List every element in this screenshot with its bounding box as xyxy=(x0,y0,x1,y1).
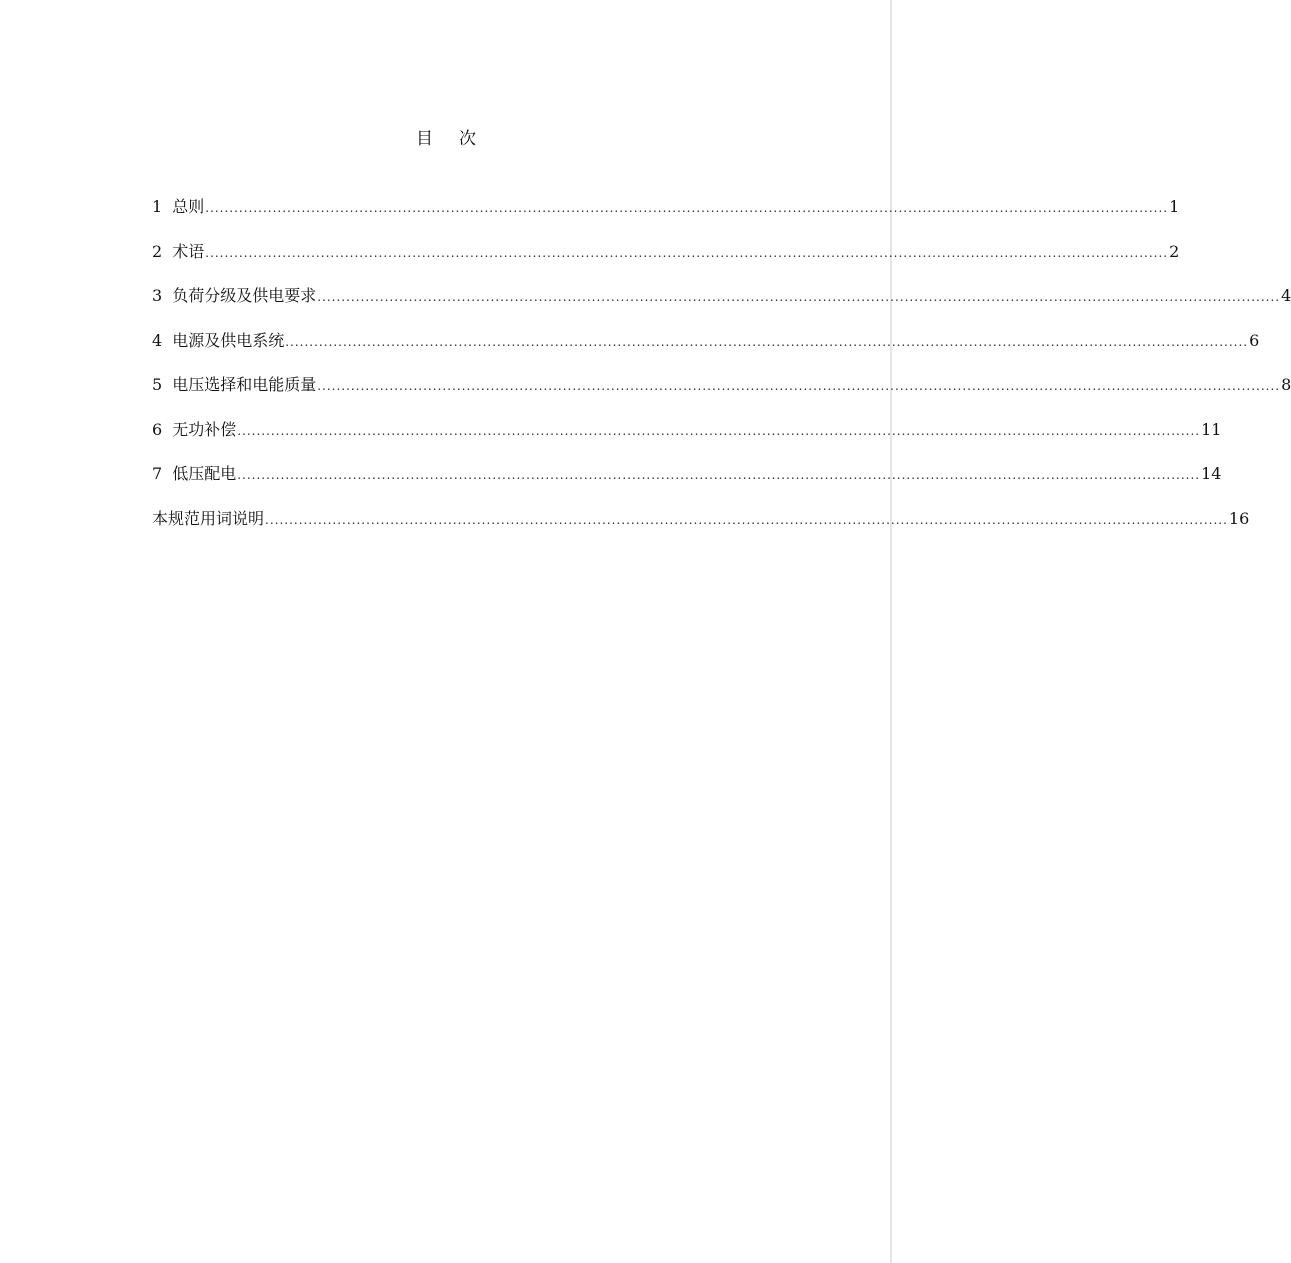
toc-entry-page: 6 xyxy=(1249,330,1260,350)
toc-entry-number: 7 xyxy=(152,464,163,483)
dot-leader: ........................................................................................................................................................................................................ xyxy=(205,245,1169,260)
toc-entry-number: 6 xyxy=(152,419,163,439)
toc-entry-page: 4 xyxy=(1281,286,1291,305)
toc-entry[interactable] xyxy=(152,330,1260,375)
dot-leader: ........................................................................................................................................................................................................ xyxy=(205,201,1169,215)
toc-entry[interactable] xyxy=(152,374,1291,419)
toc-title-right: 次 xyxy=(459,129,476,149)
toc-entry-page: 8 xyxy=(1281,375,1291,394)
toc-entry-page: 16 xyxy=(1228,508,1250,528)
toc-entry-label: 本规范用词说明 xyxy=(152,508,265,528)
toc-entry[interactable] xyxy=(152,508,1250,553)
toc-entry-page: 2 xyxy=(1169,241,1180,261)
toc-entry-number: 4 xyxy=(152,330,163,350)
dot-leader: ........................................................................................................................................................................................................ xyxy=(237,423,1201,438)
dot-leader: ........................................................................................................................................................................................................ xyxy=(317,379,1281,393)
toc-entry-label: 负荷分级及供电要求 xyxy=(172,286,317,305)
toc-entry-page: 14 xyxy=(1201,464,1222,483)
toc-entry-number: 5 xyxy=(152,375,163,394)
toc-entry-label: 无功补偿 xyxy=(172,419,237,439)
toc-entry-label: 低压配电 xyxy=(172,464,237,483)
toc-entry-number: 2 xyxy=(152,241,163,261)
toc-entry-page: 1 xyxy=(1169,197,1180,216)
toc-entry-number: 3 xyxy=(152,286,163,305)
dot-leader: ........................................................................................................................................................................................................ xyxy=(265,512,1228,527)
toc-title-left: 目 xyxy=(416,129,433,149)
dot-leader: ........................................................................................................................................................................................................ xyxy=(285,334,1249,349)
toc-entry[interactable] xyxy=(152,463,1222,508)
toc-entry[interactable] xyxy=(152,196,1180,241)
toc-entry-label: 电压选择和电能质量 xyxy=(172,375,317,394)
toc-list xyxy=(152,196,1291,552)
page-edge xyxy=(890,0,892,1263)
dot-leader: ........................................................................................................................................................................................................ xyxy=(317,290,1281,304)
toc-entry-page: 11 xyxy=(1201,419,1222,439)
toc-entry-label: 总则 xyxy=(172,197,205,216)
toc-entry[interactable] xyxy=(152,241,1180,286)
toc-title xyxy=(0,128,892,150)
toc-entry[interactable] xyxy=(152,419,1222,464)
toc-entry-number: 1 xyxy=(152,197,163,216)
dot-leader: ........................................................................................................................................................................................................ xyxy=(237,468,1201,482)
toc-entry[interactable] xyxy=(152,285,1291,330)
toc-entry-label: 电源及供电系统 xyxy=(172,330,285,350)
toc-entry-label: 术语 xyxy=(172,241,205,261)
